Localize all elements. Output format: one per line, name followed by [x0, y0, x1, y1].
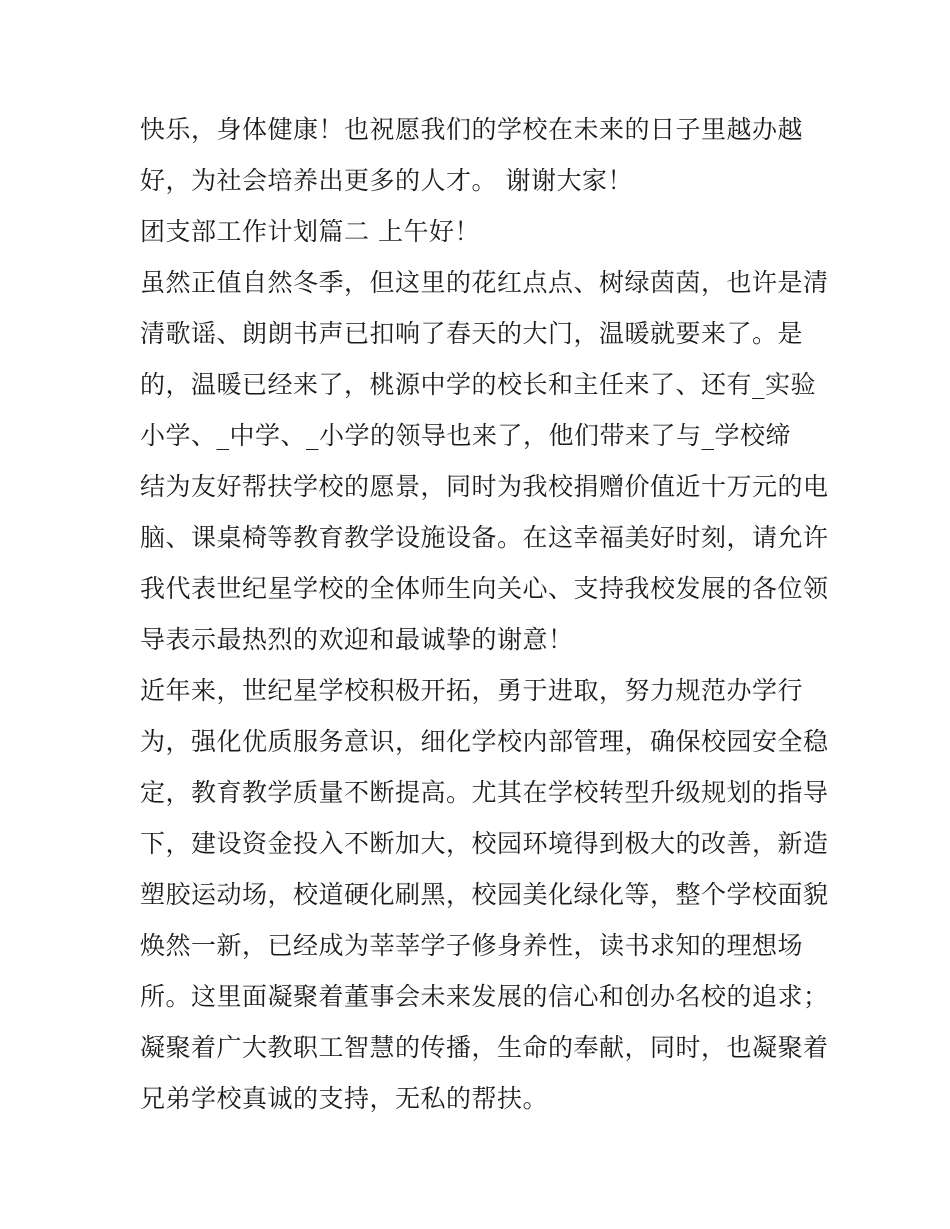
text-line: 结为友好帮扶学校的愿景，同时为我校捐赠价值近十万元的电 [140, 472, 829, 501]
text-line: 为，强化优质服务意识，细化学校内部管理，确保校园安全稳 [140, 727, 829, 756]
text-line: 塑胶运动场，校道硬化刷黑，校园美化绿化等，整个学校面貌 [140, 880, 829, 909]
text-line: 导表示最热烈的欢迎和最诚挚的谢意！ [140, 625, 574, 654]
text-line: 我代表世纪星学校的全体师生向关心、支持我校发展的各位领 [140, 574, 829, 603]
text-line: 焕然一新，已经成为莘莘学子修身养性，读书求知的理想场 [140, 931, 804, 960]
text-line: 快乐，身体健康！也祝愿我们的学校在未来的日子里越办越 [140, 115, 804, 144]
text-line: 的，温暖已经来了，桃源中学的校长和主任来了、还有_实验 [140, 370, 817, 399]
text-line: 清歌谣、朗朗书声已扣响了春天的大门，温暖就要来了。是 [140, 319, 804, 348]
text-line: 下，建设资金投入不断加大，校园环境得到极大的改善，新造 [140, 829, 829, 858]
text-line: 兄弟学校真诚的支持，无私的帮扶。 [140, 1084, 549, 1113]
text-line: 虽然正值自然冬季，但这里的花红点点、树绿茵茵，也许是清 [140, 268, 829, 297]
text-line: 好，为社会培养出更多的人才。 谢谢大家！ [140, 166, 633, 195]
text-line: 凝聚着广大教职工智慧的传播，生命的奉献，同时，也凝聚着 [140, 1033, 829, 1062]
document-body [140, 104, 829, 1124]
text-line: 近年来，世纪星学校积极开拓，勇于进取，努力规范办学行 [140, 676, 804, 705]
section-heading-line: 团支部工作计划篇二 上午好！ [140, 217, 480, 246]
text-line: 小学、_中学、_小学的领导也来了，他们带来了与_学校缔 [140, 421, 792, 450]
text-line: 所。这里面凝聚着董事会未来发展的信心和创办名校的追求； [140, 982, 829, 1011]
text-line: 脑、课桌椅等教育教学设施设备。在这幸福美好时刻，请允许 [140, 523, 829, 552]
text-line: 定，教育教学质量不断提高。尤其在学校转型升级规划的指导 [140, 778, 829, 807]
